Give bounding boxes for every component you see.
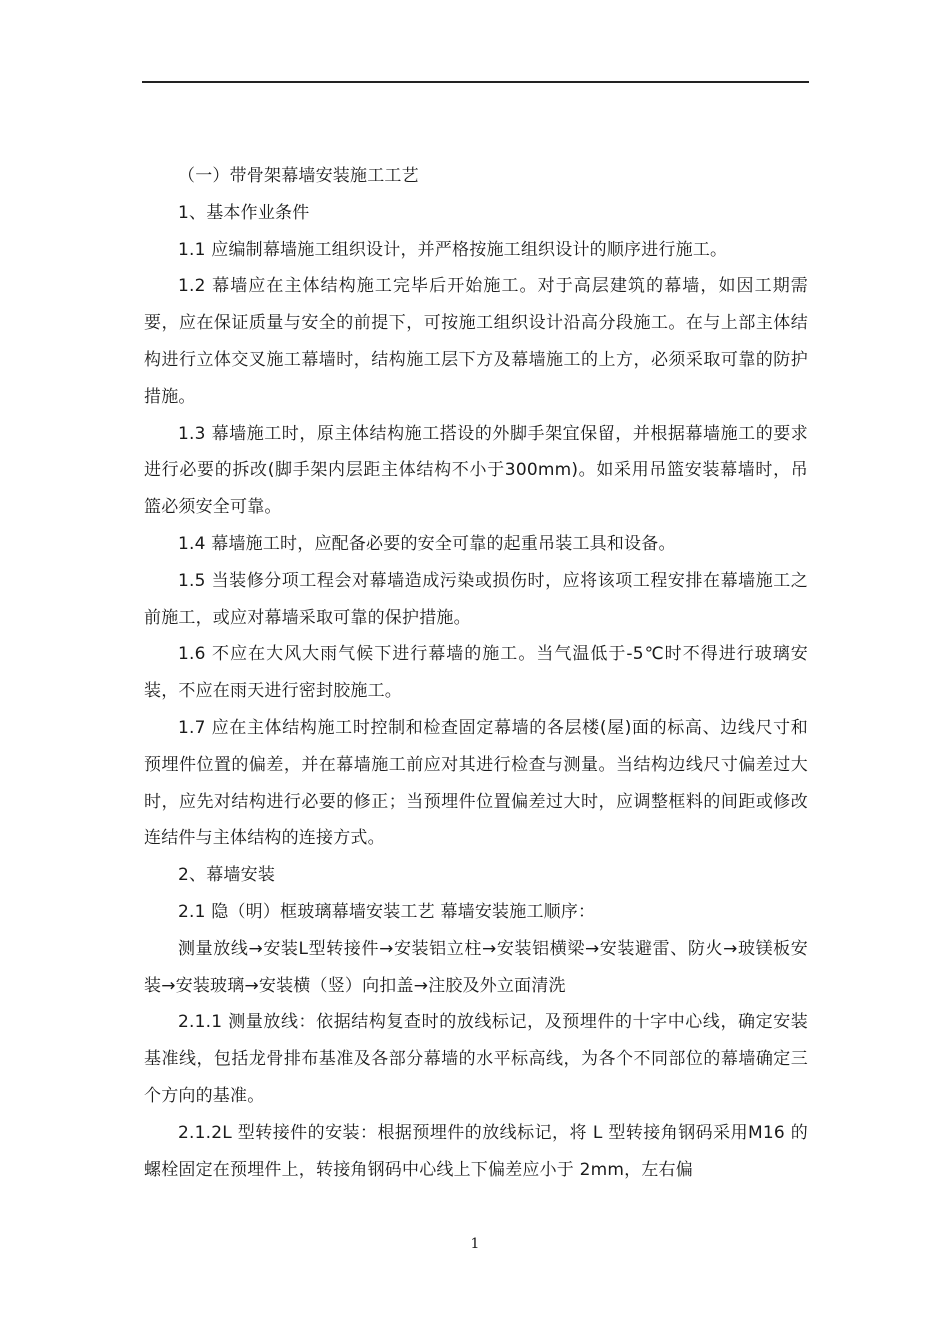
paragraph: 2.1.1 测量放线：依据结构复查时的放线标记，及预埋件的十字中心线，确定安装基准线，包括龙骨排布基准及各部分幕墙的水平标高线，为各个不同部位的幕墙确定三个方向的基准。 — [144, 1012, 808, 1106]
paragraph: 1.5 当装修分项工程会对幕墙造成污染或损伤时，应将该项工程安排在幕墙施工之前施工，或应对幕墙采取可靠的保护措施。 — [144, 570, 808, 628]
section-heading: （一）带骨架幕墙安装施工工艺 — [178, 166, 419, 186]
page-number: 1 — [470, 1236, 480, 1252]
paragraph: 1.3 幕墙施工时，原主体结构施工搭设的外脚手架宜保留，并根据幕墙施工的要求进行必要的拆改(脚手架内层距主体结构不小于300mm)。如采用吊篮安装幕墙时，吊篮必须安全可靠。 — [144, 423, 808, 518]
header-rule — [142, 81, 809, 83]
document-body — [144, 158, 808, 1188]
subsection-heading: 2、幕墙安装 — [178, 865, 276, 886]
paragraph: 2.1 隐（明）框玻璃幕墙安装工艺 幕墙安装施工顺序： — [178, 901, 596, 922]
paragraph: 1.1 应编制幕墙施工组织设计，并严格按施工组织设计的顺序进行施工。 — [178, 239, 728, 260]
paragraph: 1.7 应在主体结构施工时控制和检查固定幕墙的各层楼(屋)面的标高、边线尺寸和预埋件位置的偏差，并在幕墙施工前应对其进行检查与测量。当结构边线尺寸偏差过大时，应先对结构进行必要的修正；当预埋件位置偏差过大时，应调整框料的间距或修改连结件与主体结构的连接方式。 — [144, 717, 808, 849]
paragraph: 1.4 幕墙施工时，应配备必要的安全可靠的起重吊装工具和设备。 — [178, 533, 676, 554]
paragraph: 1.6 不应在大风大雨气候下进行幕墙的施工。当气温低于-5℃时不得进行玻璃安装，不应在雨天进行密封胶施工。 — [144, 644, 808, 702]
paragraph: 2.1.2L 型转接件的安装：根据预埋件的放线标记，将 L 型转接角钢码采用M16 的螺栓固定在预埋件上，转接角钢码中心线上下偏差应小于 2mm，左右偏 — [144, 1122, 808, 1180]
paragraph: 1.2 幕墙应在主体结构施工完毕后开始施工。对于高层建筑的幕墙，如因工期需要，应在保证质量与安全的前提下，可按施工组织设计沿高分段施工。在与上部主体结构进行立体交叉施工幕墙时，结构施工层下方及幕墙施工的上方，必须采取可靠的防护措施。 — [144, 276, 808, 407]
process-flow: 测量放线→安装L型转接件→安装铝立柱→安装铝横梁→安装避雷、防火→玻镁板安装→安装玻璃→安装横（竖）向扣盖→注胶及外立面清洗 — [144, 938, 808, 996]
subsection-heading: 1、基本作业条件 — [178, 202, 310, 223]
